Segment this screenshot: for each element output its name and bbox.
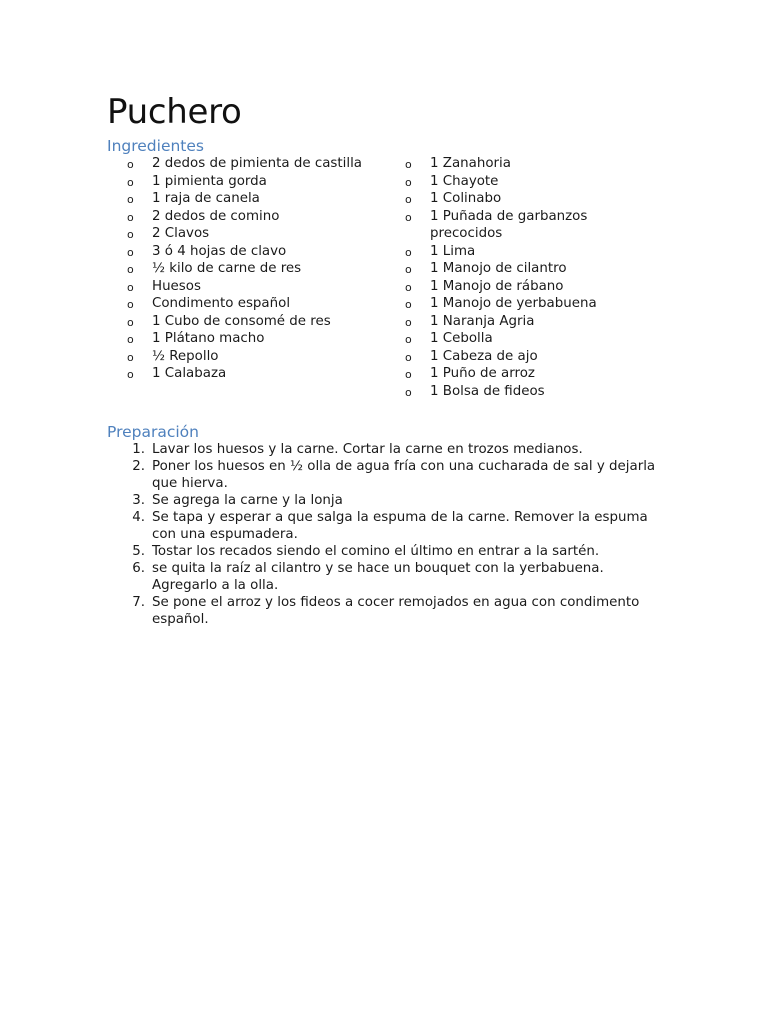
bullet-marker: o: [405, 175, 412, 189]
ingredient-text: 1 Cabeza de ajo: [430, 348, 538, 364]
step-text: Se agrega la carne y la lonja: [152, 493, 343, 508]
bullet-marker: o: [127, 280, 134, 294]
bullet-marker: o: [405, 263, 412, 276]
list-item: [107, 458, 667, 492]
list-item: [127, 225, 387, 243]
bullet-marker: o: [127, 263, 134, 276]
bullet-marker: o: [127, 210, 134, 224]
ingredient-text: 1 Cebolla: [430, 331, 493, 346]
list-item: [405, 348, 635, 366]
bullet-marker: o: [127, 333, 134, 346]
bullet-marker: o: [127, 158, 134, 171]
bullet-marker: o: [127, 368, 134, 381]
ingredient-text: 1 pimienta gorda: [152, 173, 267, 189]
list-item: [405, 190, 635, 208]
list-item: [127, 243, 387, 261]
list-item: [405, 260, 635, 278]
list-item: [127, 155, 387, 173]
ingredient-text: 1 Manojo de cilantro: [430, 261, 567, 276]
list-item: [405, 173, 635, 191]
bullet-marker: o: [405, 315, 412, 329]
step-text: Se tapa y esperar a que salga la espuma de la carne. Remover la espuma con una espumadera.: [152, 510, 648, 542]
bullet-marker: o: [127, 245, 134, 259]
list-item: [405, 243, 635, 261]
list-item: [127, 365, 387, 383]
step-number: 2.: [132, 459, 145, 474]
preparation-heading: Preparación: [107, 423, 199, 441]
ingredient-text: 1 Manojo de yerbabuena: [430, 296, 597, 311]
step-number: 1.: [132, 442, 145, 457]
list-item: [107, 492, 667, 509]
list-item: [107, 509, 667, 543]
ingredient-text: 2 dedos de pimienta de castilla: [152, 156, 363, 171]
bullet-marker: o: [405, 245, 412, 259]
ingredient-text: 3 ó 4 hojas de clavo: [152, 243, 287, 259]
list-item: [107, 594, 667, 628]
bullet-marker: o: [405, 193, 412, 206]
bullet-marker: o: [127, 315, 134, 329]
ingredient-text: 1 Colinabo: [430, 191, 502, 206]
list-item: [127, 260, 387, 278]
bullet-marker: o: [405, 158, 412, 171]
ingredient-text: 1 Calabaza: [152, 366, 227, 381]
step-number: 7.: [132, 595, 145, 610]
list-item: [405, 330, 635, 348]
list-item: [107, 441, 667, 458]
ingredient-text: Huesos: [152, 278, 201, 294]
ingredients-list-left: [127, 155, 387, 383]
step-text: Lavar los huesos y la carne. Cortar la carne en trozos medianos.: [152, 442, 583, 457]
list-item: [127, 295, 387, 313]
step-number: 3.: [132, 493, 145, 508]
ingredient-text: 2 Clavos: [152, 226, 210, 241]
recipe-title: Puchero: [107, 92, 242, 132]
ingredient-text: 1 Plátano macho: [152, 331, 265, 346]
bullet-marker: o: [405, 210, 412, 224]
list-item: [405, 278, 635, 296]
list-item: [107, 560, 667, 594]
list-item: [405, 383, 635, 401]
ingredient-text: 1 Lima: [430, 243, 476, 259]
ingredients-heading: Ingredientes: [107, 137, 204, 155]
ingredient-text: 1 Zanahoria: [430, 156, 511, 171]
ingredient-text: 1 Chayote: [430, 173, 499, 189]
ingredient-text: 1 Puño de arroz: [430, 366, 535, 381]
ingredient-text: 1 raja de canela: [152, 191, 260, 206]
ingredient-text: 1 Manojo de rábano: [430, 278, 564, 294]
step-text: Poner los huesos en ½ olla de agua fría con una cucharada de sal y dejarla que hierva.: [152, 459, 656, 491]
bullet-marker: o: [405, 280, 412, 294]
list-item: [127, 173, 387, 191]
list-item: [127, 208, 387, 226]
bullet-marker: o: [405, 333, 412, 346]
list-item: [107, 543, 667, 560]
ingredient-text: 1 Naranja Agria: [430, 313, 535, 329]
bullet-marker: o: [405, 385, 412, 399]
ingredient-text: 1 Bolsa de fideos: [430, 383, 545, 399]
list-item: [127, 313, 387, 331]
step-number: 6.: [132, 561, 145, 576]
bullet-marker: o: [405, 298, 412, 311]
list-item: [405, 295, 635, 313]
preparation-steps: [107, 441, 667, 628]
bullet-marker: o: [127, 298, 134, 311]
list-item: [405, 208, 635, 243]
bullet-marker: o: [405, 368, 412, 381]
list-item: [405, 313, 635, 331]
ingredients-list-right: [405, 155, 635, 400]
list-item: [127, 190, 387, 208]
ingredient-text: 1 Cubo de consomé de res: [152, 313, 331, 329]
bullet-marker: o: [127, 193, 134, 206]
bullet-marker: o: [127, 228, 134, 241]
ingredient-text: ½ kilo de carne de res: [152, 261, 302, 276]
ingredient-text: 2 dedos de comino: [152, 208, 280, 224]
step-text: Se pone el arroz y los fideos a cocer remojados en agua con condimento español.: [152, 595, 640, 627]
list-item: [127, 348, 387, 366]
ingredient-text: 1 Puñada de garbanzos precocidos: [430, 208, 588, 241]
list-item: [127, 278, 387, 296]
ingredient-text: Condimento español: [152, 296, 291, 311]
step-number: 4.: [132, 510, 145, 525]
list-item: [405, 155, 635, 173]
bullet-marker: o: [127, 350, 134, 364]
step-text: se quita la raíz al cilantro y se hace un bouquet con la yerbabuena. Agregarlo a la olla.: [152, 561, 604, 593]
bullet-marker: o: [405, 350, 412, 364]
list-item: [127, 330, 387, 348]
bullet-marker: o: [127, 175, 134, 189]
list-item: [405, 365, 635, 383]
step-number: 5.: [132, 544, 145, 559]
ingredient-text: ½ Repollo: [152, 348, 219, 364]
step-text: Tostar los recados siendo el comino el último en entrar a la sartén.: [152, 544, 600, 559]
